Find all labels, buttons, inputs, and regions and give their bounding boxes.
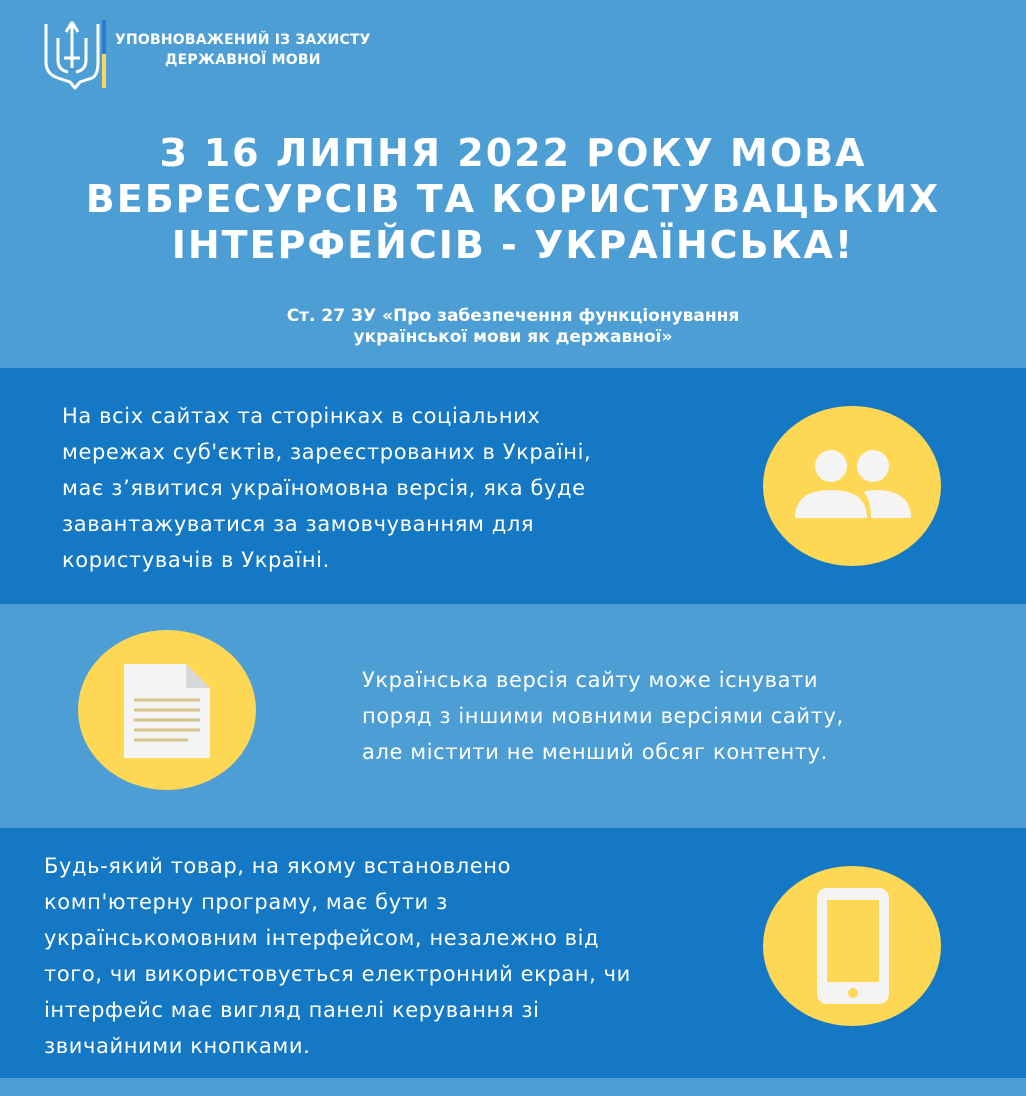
text-line: користувачів в Україні.	[62, 548, 330, 572]
users-icon	[763, 406, 941, 566]
org-line-1: УПОВНОВАЖЕНИЙ ІЗ ЗАХИСТУ	[115, 32, 371, 48]
text-line: комп'ютерну програму, має бути з	[44, 890, 448, 914]
section-text	[362, 662, 972, 770]
section-language-versions	[0, 604, 1026, 828]
text-line: поряд з іншими мовними версіями сайту,	[362, 704, 844, 728]
section-software-products	[0, 828, 1026, 1078]
text-line: але містити не менший обсяг контенту.	[362, 740, 828, 764]
header	[0, 0, 1026, 368]
title-line-3: ІНТЕРФЕЙСІВ - УКРАЇНСЬКА!	[171, 223, 855, 267]
text-line: того, чи використовується електронний екран, чи	[44, 962, 631, 986]
text-line: звичайними кнопками.	[44, 1034, 311, 1058]
trident-emblem-icon	[40, 18, 110, 90]
text-line: завантажуватися за замовчуванням для	[62, 512, 535, 536]
text-line: українськомовним інтерфейсом, незалежно від	[44, 926, 600, 950]
text-line: має з’явитися україномовна версія, яка буде	[62, 476, 586, 500]
section-text	[62, 398, 722, 578]
text-line: На всіх сайтах та сторінках в соціальних	[62, 404, 541, 428]
text-line: Українська версія сайту може існувати	[362, 668, 819, 692]
law-reference	[0, 306, 1026, 348]
text-line: Будь-який товар, на якому встановлено	[44, 854, 512, 878]
organization-name	[115, 30, 371, 70]
smartphone-icon	[763, 866, 941, 1026]
bottom-strip	[0, 1078, 1026, 1096]
section-text	[44, 848, 724, 1064]
subtitle-line-2: української мови як державної»	[353, 327, 673, 347]
subtitle-line-1: Ст. 27 ЗУ «Про забезпечення функціонування	[286, 306, 740, 326]
title-line-1: З 16 ЛИПНЯ 2022 РОКУ МОВА	[159, 131, 867, 175]
text-line: інтерфейс має вигляд панелі керування зі	[44, 998, 540, 1022]
page-title	[0, 130, 1026, 268]
org-line-2: ДЕРЖАВНОЇ МОВИ	[165, 52, 321, 68]
section-websites	[0, 368, 1026, 604]
document-icon	[78, 630, 256, 790]
text-line: мережах суб'єктів, зареєстрованих в Україні,	[62, 440, 592, 464]
title-line-2: ВЕБРЕСУРСІВ ТА КОРИСТУВАЦЬКИХ	[85, 177, 941, 221]
